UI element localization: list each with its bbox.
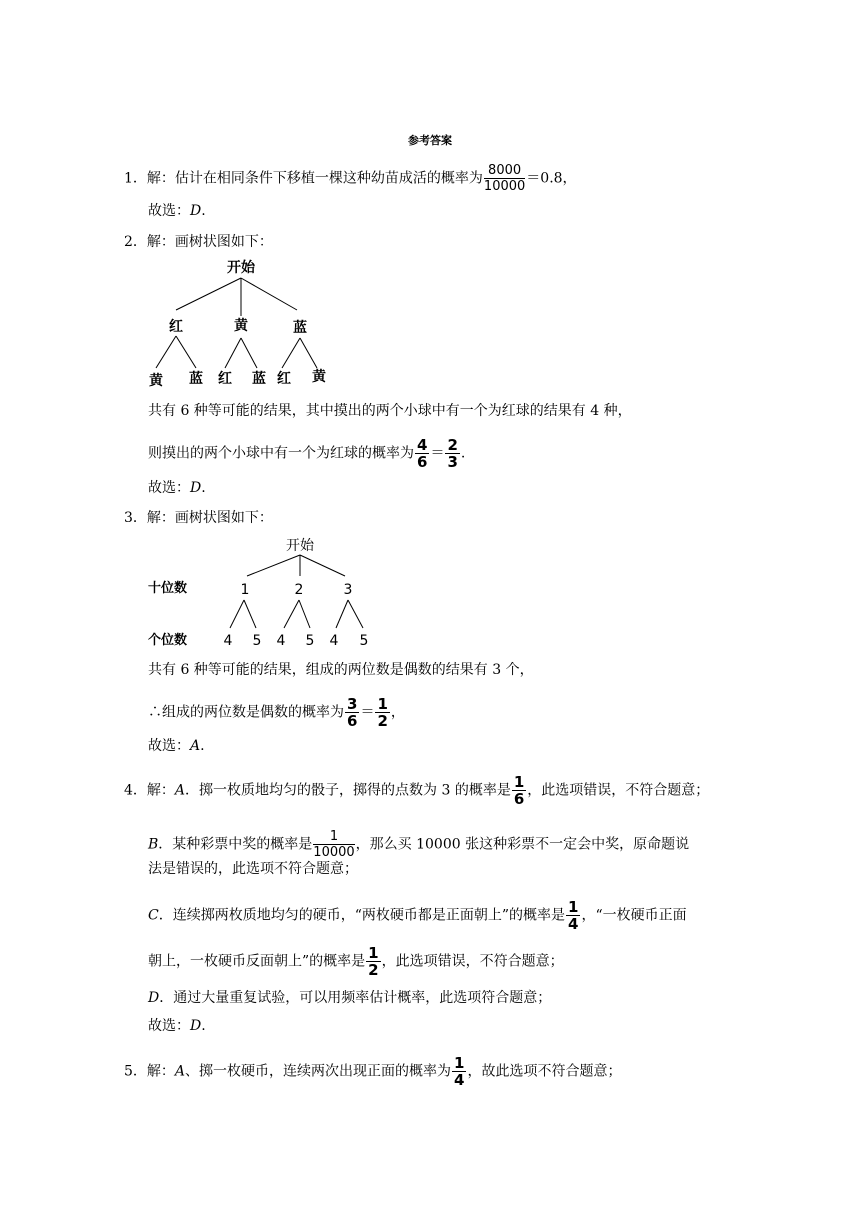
answer-line: 故选：D.	[148, 1018, 206, 1034]
question-4-option-b: B．某种彩票中奖的概率是 $\frac{1}{10000}$ ，那么买 10000 张这种彩票不一定会中奖，原命题说	[148, 829, 690, 860]
question-number: 2．	[124, 234, 147, 250]
tree-leaf: 5	[305, 633, 315, 649]
tree-diagram-digits	[148, 534, 388, 654]
tree-leaf: 4	[329, 633, 339, 649]
tree-leaf: 4	[276, 633, 286, 649]
question-1-solution: 1．解：估计在相同条件下移植一棵这种幼苗成活的概率为 $\frac{8000}{10000}$ ＝0.8，	[124, 163, 577, 194]
tree-node-red: 红	[169, 319, 183, 335]
fraction: $\frac{2}{3}$	[447, 436, 458, 471]
question-number: 4．	[124, 782, 147, 799]
tree-leaf: 蓝	[252, 371, 266, 387]
fraction: $\frac{1}{6}$	[513, 773, 525, 808]
probability-line: ∴组成的两位数是偶数的概率为 $\frac{3}{6}$ ＝ $\frac{1}{2}$ ，	[148, 695, 405, 730]
question-number: 5．	[124, 1063, 147, 1080]
question-3-solution: 3．解：画树状图如下：	[124, 510, 273, 526]
tree-leaf: 红	[218, 371, 232, 387]
question-number: 3．	[124, 510, 147, 526]
tree-diagram-colors	[140, 256, 360, 392]
row-label-tens: 十位数	[148, 581, 188, 596]
tree-leaf: 5	[252, 633, 262, 649]
probability-line: 则摸出的两个小球中有一个为红球的概率为 $\frac{4}{6}$ ＝ $\frac{2}{3}$ .	[148, 436, 466, 471]
fraction: $\frac{8000}{10000}$	[483, 163, 526, 194]
tree-leaf: 4	[223, 633, 233, 649]
answer-line: 故选：D.	[148, 480, 206, 496]
text-line: 共有 6 种等可能的结果，组成的两位数是偶数的结果有 3 个，	[148, 662, 534, 678]
tree-node-blue: 蓝	[293, 320, 307, 336]
tree-root-label: 开始	[286, 538, 314, 554]
tree-leaf: 红	[277, 371, 291, 387]
question-5-solution: 5．解：A、掷一枚硬币，连续两次出现正面的概率为 $\frac{1}{4}$ ，故此选项不符合题意；	[124, 1054, 622, 1089]
tree-node: 1	[240, 582, 250, 598]
text-line: 朝上，一枚硬币反面朝上”的概率是 $\frac{1}{2}$ ，此选项错误，不符合题意；	[148, 944, 564, 979]
tree-root-label: 开始	[227, 260, 255, 276]
tree-node: 2	[294, 582, 304, 598]
fraction: $\frac{1}{4}$	[454, 1054, 465, 1089]
question-4-option-c: C．连续掷两枚质地均匀的硬币，“两枚硬币都是正面朝上”的概率是 $\frac{1}{4}$ ，“一枚硬币正面	[148, 898, 687, 933]
fraction: $\frac{1}{2}$	[368, 944, 379, 979]
tree-leaf: 黄	[149, 373, 163, 389]
text-line: 共有 6 种等可能的结果，其中摸出的两个小球中有一个为红球的结果有 4 种，	[148, 403, 632, 419]
tree-leaf: 蓝	[189, 371, 203, 387]
fraction: $\frac{4}{6}$	[417, 436, 428, 471]
text-line: 法是错误的，此选项不符合题意；	[148, 861, 358, 877]
tree-node: 3	[343, 582, 353, 598]
tree-leaf: 黄	[312, 369, 326, 385]
question-2-solution: 2．解：画树状图如下：	[124, 234, 273, 250]
fraction: $\frac{1}{10000}$	[313, 829, 355, 860]
row-label-units: 个位数	[148, 633, 188, 648]
question-4-option-d: D．通过大量重复试验，可以用频率估计概率，此选项符合题意；	[148, 990, 552, 1006]
question-4-option-a: 4．解：A．掷一枚质地均匀的骰子，掷得的点数为 3 的概率是 $\frac{1}{6}$ ，此选项错误，不符合题意；	[124, 773, 710, 808]
tree-node-yellow: 黄	[234, 318, 248, 334]
answer-line: 故选：A.	[148, 738, 205, 754]
tree-leaf: 5	[359, 633, 369, 649]
fraction: $\frac{1}{4}$	[568, 898, 579, 933]
fraction: $\frac{1}{2}$	[377, 695, 388, 730]
answer-line: 故选：D.	[148, 203, 206, 219]
question-number: 1．	[124, 170, 147, 187]
fraction: $\frac{3}{6}$	[347, 695, 358, 730]
page-title: 参考答案	[408, 134, 452, 147]
